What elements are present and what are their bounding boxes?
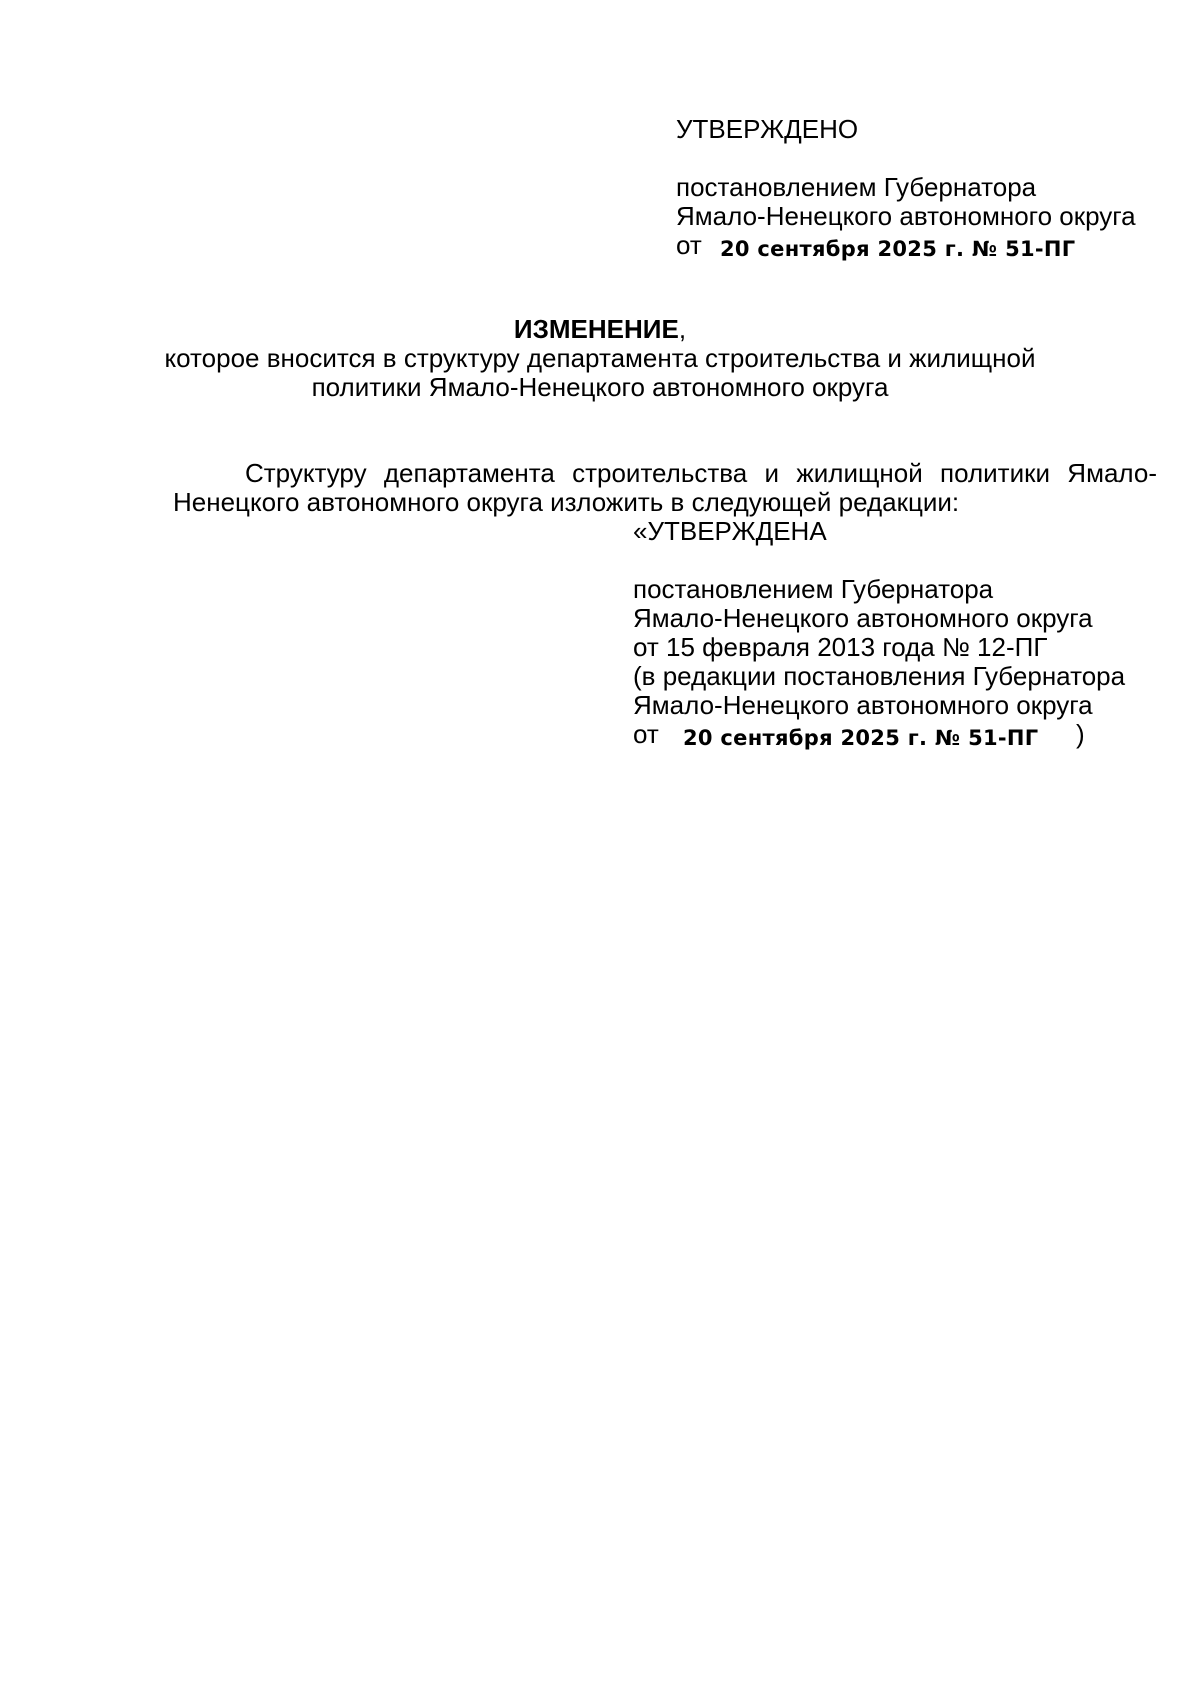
approval-from-prefix: от (676, 230, 702, 260)
heading-title-suffix: , (678, 314, 687, 344)
heading-subtitle-line-1: которое вносится в структуру департамента строительства и жилищной (164, 343, 1036, 373)
quoted-approval-line-4: (в редакции постановления Губернатора (633, 661, 1126, 691)
body-paragraph (173, 459, 1157, 517)
quoted-approval-closing-paren: ) (1076, 719, 1085, 749)
document-heading (0, 315, 1200, 344)
quoted-approval-line-5: Ямало-Ненецкого автономного округа (633, 690, 1093, 720)
quoted-approval-line-1: постановлением Губернатора (633, 574, 994, 604)
heading-title: ИЗМЕНЕНИЕ (513, 314, 679, 344)
quoted-approval-date-number-stamp: 20 сентября 2025 г. № 51-ПГ (683, 726, 1039, 750)
quoted-approval-title: «УТВЕРЖДЕНА (633, 516, 827, 546)
approval-line-1: постановлением Губернатора (676, 172, 1037, 202)
approval-date-number-stamp: 20 сентября 2025 г. № 51-ПГ (720, 237, 1076, 261)
body-line-1: Структуру департамента строительства и жилищной политики Ямало- (245, 458, 1157, 488)
quoted-approval-line-2: Ямало-Ненецкого автономного округа (633, 603, 1093, 633)
approval-line-2: Ямало-Ненецкого автономного округа (676, 201, 1136, 231)
approval-title: УТВЕРЖДЕНО (676, 114, 859, 144)
quoted-approval-line-3: от 15 февраля 2013 года № 12-ПГ (633, 632, 1048, 662)
heading-subtitle-line-2: политики Ямало-Ненецкого автономного округа (311, 372, 889, 402)
quoted-approval-from-prefix: от (633, 719, 659, 749)
body-line-2: Ненецкого автономного округа изложить в следующей редакции: (173, 487, 960, 517)
